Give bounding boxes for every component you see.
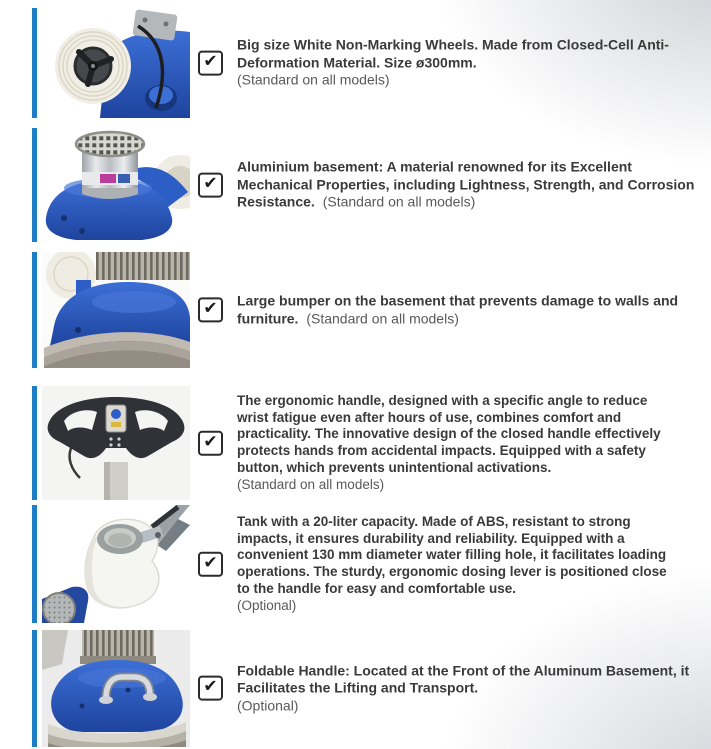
feature-description: The ergonomic handle, designed with a specific angle to reduce wrist fatigue even after hours of use, combines comfort and practicality. The innovative design of the closed handle effectively protects hands from accidental impacts. Equipped with a safety button, which prevents unintentional activations. — [237, 392, 661, 475]
feature-description: Large bumper on the basement that prevents damage to walls and furniture. — [237, 292, 679, 326]
checked-checkbox[interactable] — [198, 298, 223, 323]
feature-row-bumper — [0, 252, 711, 368]
availability-note: (Optional) — [237, 697, 299, 714]
availability-note: (Standard on all models) — [306, 310, 459, 326]
feature-row-tank — [0, 505, 711, 623]
product-photo-foldable-handle — [42, 630, 190, 747]
checkmark-icon: ✔ — [203, 298, 218, 319]
feature-description: Tank with a 20-liter capacity. Made of ABS, resistant to strong impacts, it ensures durability and reliability. Equipped with a convenient 130 mm diameter water filling hole, it facilitates loading operations. The sturdy, ergonomic dosing lever is positioned close to the handle for easy and comfortable use. — [237, 513, 667, 596]
feature-description: Aluminium basement: A material renowned for its Excellent Mechanical Properties, including Lightness, Strength, and Corrosion Resistance. — [237, 158, 695, 210]
availability-note: (Standard on all models) — [237, 476, 385, 492]
feature-row-ergonomic-handle — [0, 386, 711, 500]
checked-checkbox[interactable] — [198, 431, 223, 456]
feature-row-aluminium-basement — [0, 128, 711, 242]
accent-bar — [32, 505, 37, 623]
accent-bar — [32, 252, 37, 368]
feature-text-bumper — [237, 292, 695, 327]
availability-note: (Optional) — [237, 597, 297, 613]
checked-checkbox[interactable] — [198, 552, 223, 577]
checkmark-icon: ✔ — [203, 51, 218, 72]
feature-row-wheels — [0, 8, 711, 118]
availability-note: (Standard on all models) — [237, 71, 390, 88]
product-photo-tank — [42, 505, 190, 623]
product-photo-bumper — [42, 252, 190, 368]
checkmark-icon: ✔ — [203, 552, 218, 573]
checkmark-icon: ✔ — [203, 173, 218, 194]
product-photo-wheels — [42, 8, 190, 118]
accent-bar — [32, 128, 37, 242]
checked-checkbox[interactable] — [198, 676, 223, 701]
feature-text-tank — [237, 514, 682, 614]
accent-bar — [32, 8, 37, 118]
product-photo-ergonomic-handle — [42, 386, 190, 500]
checkmark-icon: ✔ — [203, 677, 218, 697]
accent-bar — [32, 630, 37, 747]
feature-text-wheels — [237, 37, 695, 90]
checked-checkbox[interactable] — [198, 173, 223, 198]
feature-text-aluminium-basement — [237, 159, 695, 212]
feature-row-foldable-handle — [0, 630, 711, 747]
checkmark-icon: ✔ — [203, 431, 218, 452]
checked-checkbox[interactable] — [198, 51, 223, 76]
availability-note: (Standard on all models) — [322, 193, 476, 210]
feature-description: Foldable Handle: Located at the Front of the Aluminum Basement, it Facilitates the Lifting and Transport. — [237, 662, 690, 696]
feature-text-foldable-handle — [237, 662, 695, 715]
product-photo-aluminium-basement — [42, 128, 190, 242]
feature-text-ergonomic-handle — [237, 393, 682, 493]
accent-bar — [32, 386, 37, 500]
feature-description: Big size White Non-Marking Wheels. Made from Closed-Cell Anti-Deformation Material. Size ø300mm. — [237, 36, 669, 71]
